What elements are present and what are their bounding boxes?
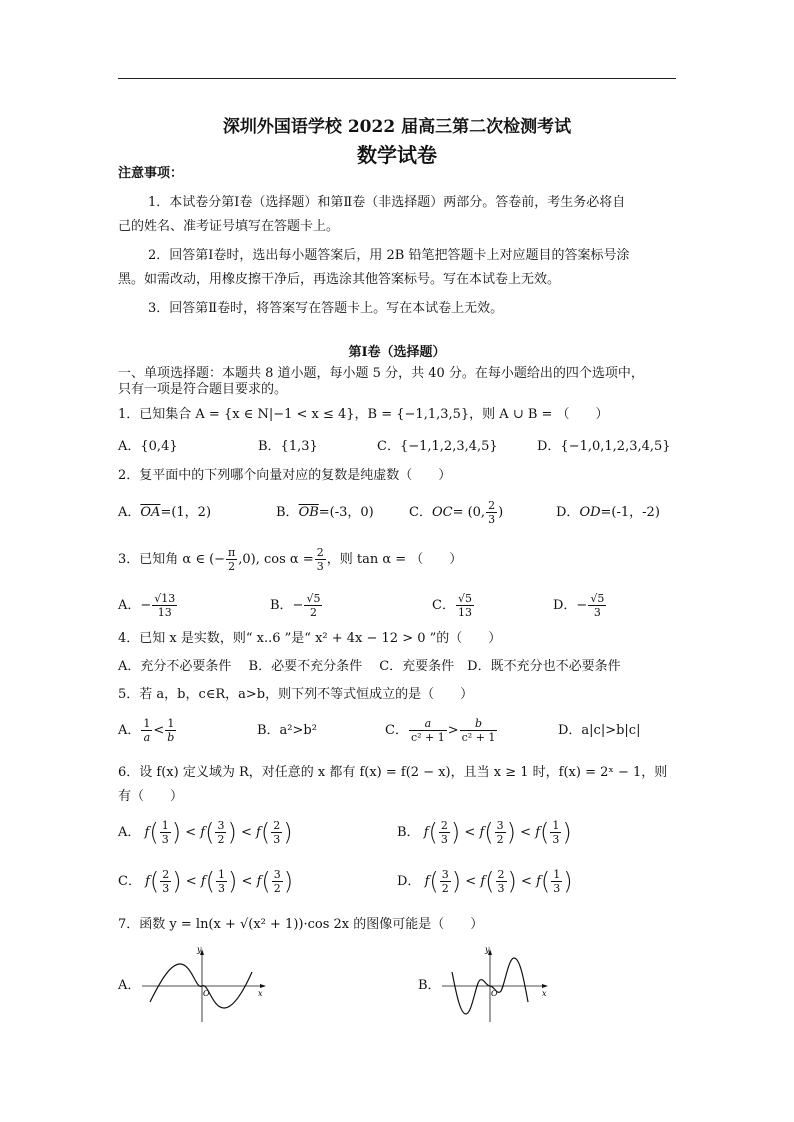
- q2-d-label: D．: [556, 505, 580, 520]
- q5-c-frac1: [409, 717, 447, 744]
- q1-stem: 1．已知集合 A = {x ∈ N|−1 < x ≤ 4}，B = {−1,1,3,5}，则 A ∪ B = （ ）: [118, 407, 609, 422]
- q6-c-frac1: [160, 868, 171, 895]
- q3-two: 2: [228, 560, 236, 573]
- q7-stem: 7．函数 y = ln(x + √(x² + 1))·cos 2x 的图像可能是（ ）: [118, 917, 484, 932]
- q5-c-d1: c² + 1: [410, 731, 445, 744]
- q3-c-den: 13: [457, 606, 472, 619]
- q5-option-b: B．a²>b²: [257, 723, 317, 738]
- q2-c-fraction: [486, 499, 497, 526]
- q6-c-d2: 3: [218, 882, 226, 895]
- q6-a-d1: 3: [161, 833, 169, 846]
- q3-option-b: [270, 590, 323, 622]
- q2-c-value-a: = (0,: [452, 505, 486, 520]
- q6-c-frac2: [216, 868, 227, 895]
- q3-c-num: √5: [457, 592, 472, 605]
- q6-d-lt1: <: [465, 874, 477, 889]
- q5-a-label: A．: [118, 723, 141, 738]
- q1-option-a: A．{0,4}: [118, 439, 178, 454]
- q2-a-value: =(1，2): [160, 505, 212, 520]
- q6-d-lt2: <: [521, 874, 532, 889]
- q7-option-b-label: B．: [418, 978, 441, 993]
- q7-b-x-arrow: [542, 984, 548, 988]
- q6-d-label: D．: [397, 874, 421, 889]
- q6-b-d1: 3: [440, 833, 448, 846]
- q7-b-y-label: y: [485, 945, 490, 954]
- q3-d-fraction: [588, 592, 606, 619]
- q2-b-label: B．: [276, 505, 299, 520]
- note-3: 3．回答第Ⅱ卷时，将答案写在答题卡上。写在本试卷上无效。: [148, 301, 504, 316]
- note-2-line-a: 2．回答第Ⅰ卷时，选出每小题答案后，用 2B 铅笔把答题卡上对应题目的答案标号涂: [148, 248, 630, 263]
- q6-a-f2: f: [200, 825, 206, 840]
- q7-b-origin: O: [491, 989, 498, 998]
- q6-a-lt1: <: [185, 825, 197, 840]
- q4-stem: 4．已知 x 是实数，则“ x..6 ”是“ x² + 4x − 12 > 0 ”的（ ）: [118, 631, 502, 646]
- q6-d-f2: f: [480, 874, 486, 889]
- q5-a-lt: <: [153, 723, 165, 738]
- q6-d-f3: f: [536, 874, 541, 889]
- q6-b-lt2: <: [520, 825, 532, 840]
- q3-pi: π: [228, 546, 236, 559]
- q6-b-d3: 3: [552, 833, 560, 846]
- q5-c-frac2: [460, 717, 498, 744]
- q6-stem-b: 有（ ）: [118, 789, 184, 804]
- q5-option-a: [118, 715, 177, 747]
- q5-a-d2: b: [167, 731, 175, 744]
- q5-a-d1: a: [143, 731, 151, 744]
- q3-two-b: 2: [316, 546, 324, 559]
- q6-d-d2: 3: [497, 882, 505, 895]
- q6-option-c: C． f( $\frac{2}{3}$ ) < f( $\frac{1}{3}$ ) < f( $\frac{3}{2}$ ): [118, 867, 294, 896]
- q6-c-f2: f: [200, 874, 206, 889]
- q2-c-value-b: ): [498, 505, 504, 520]
- q3-b-fraction: [304, 592, 322, 619]
- q6-c-label: C．: [118, 874, 141, 889]
- q6-a-f3: f: [256, 825, 261, 840]
- q6-b-frac3: [550, 819, 561, 846]
- q6-c-d1: 3: [162, 882, 170, 895]
- q3-b-num: √5: [306, 592, 321, 605]
- q2-c-vector: OC: [431, 505, 453, 520]
- q6-d-d1: 2: [441, 882, 449, 895]
- q5-a-n1: 1: [143, 717, 151, 730]
- q5-c-d2: c² + 1: [461, 731, 496, 744]
- q5-c-gt: >: [447, 723, 459, 738]
- q6-b-n2: 3: [496, 819, 504, 832]
- q6-stem-a: 6．设 f(x) 定义域为 R，对任意的 x 都有 f(x) = f(2 − x)，且当 x ≥ 1 时，f(x) = 2ˣ − 1，则: [118, 765, 668, 780]
- q3-option-d: [553, 590, 607, 622]
- q6-c-f3: f: [256, 874, 262, 889]
- q6-a-n2: 3: [217, 819, 225, 832]
- q3-b-label: B．−: [270, 598, 304, 613]
- q6-c-lt2: <: [241, 874, 253, 889]
- q2-option-a: [118, 505, 211, 521]
- q6-a-n1: 1: [161, 819, 169, 832]
- q6-d-frac2: [496, 868, 507, 895]
- q2-a-vector: $\overline{OA}$: [140, 505, 161, 520]
- q2-option-b: [276, 505, 374, 521]
- q6-a-frac1: [160, 819, 171, 846]
- section-intro-a: 一、单项选择题：本题共 8 道小题，每小题 5 分，共 40 分。在每小题给出的四个选项中，: [118, 366, 644, 381]
- q7-a-x-label: x: [258, 989, 263, 998]
- q3-cos-fraction: [315, 546, 326, 573]
- q5-c-label: C．: [385, 723, 408, 738]
- q6-d-frac1: [440, 868, 451, 895]
- exam-title: 深圳外国语学校 2022 届高三第二次检测考试: [222, 117, 572, 137]
- q7-a-x-arrow: [260, 984, 266, 988]
- q6-c-f1: f: [145, 874, 150, 889]
- q6-b-label: B．: [397, 825, 420, 840]
- q6-d-d3: 3: [553, 882, 561, 895]
- q5-c-n2: b: [460, 717, 498, 731]
- q3-a-num: √13: [154, 592, 176, 605]
- q6-a-f1: f: [144, 825, 150, 840]
- q5-a-frac1: [141, 717, 152, 744]
- q3-stem-b: ,0), cos α =: [238, 552, 314, 567]
- q2-option-d: [556, 505, 660, 521]
- q1-option-b: B．{1,3}: [258, 439, 318, 454]
- q6-d-n3: 1: [553, 868, 561, 881]
- q3-d-label: D．−: [553, 598, 588, 613]
- exam-subject: 数学试卷: [357, 143, 437, 167]
- note-1-line-a: 1．本试卷分第Ⅰ卷（选择题）和第Ⅱ卷（非选择题）两部分。答卷前，考生务必将自: [148, 195, 626, 210]
- q5-a-n2: 1: [165, 717, 176, 731]
- q6-b-n3: 1: [552, 819, 560, 832]
- q5-c-n1: a: [409, 717, 447, 731]
- q3-option-a: [118, 590, 178, 622]
- q6-b-n1: 2: [440, 819, 448, 832]
- q7-a-origin: O: [203, 989, 210, 998]
- q6-d-n1: 3: [441, 868, 449, 881]
- q7-graph-a: [140, 942, 270, 1024]
- q6-a-n3: 2: [273, 819, 281, 832]
- q3-pi-fraction: [226, 546, 237, 573]
- q2-d-value: =(-1，-2): [600, 505, 660, 520]
- note-1-line-b: 己的姓名、准考证号填写在答题卡上。: [118, 219, 340, 234]
- q5-option-d: D．a|c|>b|c|: [558, 723, 641, 738]
- q6-option-b: B． f( $\frac{2}{3}$ ) < f( $\frac{3}{2}$ ) < f( $\frac{1}{3}$ ): [397, 818, 572, 847]
- q6-c-frac3: [272, 868, 283, 895]
- q2-b-vector: $\overline{OB}$: [298, 505, 319, 520]
- q7-graph-b: [440, 942, 560, 1024]
- q5-stem: 5．若 a，b，c∈R，a>b，则下列不等式恒成立的是（ ）: [118, 687, 474, 702]
- q2-c-num: 2: [488, 499, 496, 512]
- q3-c-fraction: [456, 592, 474, 619]
- q6-b-frac2: [495, 819, 506, 846]
- q6-d-n2: 2: [497, 868, 505, 881]
- q6-b-frac1: [439, 819, 450, 846]
- q6-a-frac2: [215, 819, 226, 846]
- q6-c-n3: 3: [273, 868, 281, 881]
- q7-a-y-label: y: [197, 945, 202, 954]
- q6-a-d3: 3: [273, 833, 281, 846]
- q6-a-lt2: <: [240, 825, 252, 840]
- q3-stem-c: ，则 tan α = （ ）: [326, 552, 463, 567]
- q7-option-a-label: A．: [118, 978, 141, 993]
- q6-c-n1: 2: [162, 868, 170, 881]
- q3-c-label: C．: [432, 598, 455, 613]
- note-2-line-b: 黑。如需改动，用橡皮擦干净后，再选涂其他答案标号。写在本试卷上无效。: [118, 272, 561, 287]
- section-intro-b: 只有一项是符合题目要求的。: [118, 382, 288, 397]
- q6-c-n2: 1: [218, 868, 226, 881]
- q6-b-f3: f: [535, 825, 541, 840]
- q6-option-d: D． f( $\frac{3}{2}$ ) < f( $\frac{2}{3}$ ) < f( $\frac{1}{3}$ ): [397, 867, 573, 896]
- q2-c-den: 3: [488, 513, 496, 526]
- q2-b-value: =(-3，0): [318, 505, 374, 520]
- notes-heading: 注意事项：: [118, 166, 184, 181]
- q6-b-f1: f: [423, 825, 429, 840]
- q3-option-c: [432, 590, 475, 622]
- q3-three: 3: [316, 560, 324, 573]
- q6-c-lt1: <: [185, 874, 197, 889]
- q6-a-frac3: [271, 819, 282, 846]
- q5-option-c: [385, 715, 498, 747]
- q3-stem: [118, 544, 462, 576]
- q3-b-den: 2: [309, 606, 317, 619]
- q6-d-f1: f: [424, 874, 430, 889]
- q6-b-d2: 2: [496, 833, 504, 846]
- q2-stem: 2．复平面中的下列哪个向量对应的复数是纯虚数（ ）: [118, 468, 452, 483]
- q5-a-frac2: [165, 717, 176, 744]
- q1-option-d: D．{−1,0,1,2,3,4,5}: [537, 439, 671, 454]
- q3-d-den: 3: [593, 606, 601, 619]
- q6-a-d2: 2: [217, 833, 225, 846]
- q3-a-label: A．−: [118, 598, 152, 613]
- q3-a-den: 13: [157, 606, 172, 619]
- q2-option-c: [409, 496, 503, 530]
- q3-stem-a: 3．已知角 α ∈ (−: [118, 552, 226, 567]
- header-rule: [118, 78, 676, 79]
- q1-option-c: C．{−1,1,2,3,4,5}: [377, 439, 498, 454]
- q6-option-a: A． f( $\frac{1}{3}$ ) < f( $\frac{3}{2}$ ) < f( $\frac{2}{3}$ ): [118, 818, 293, 847]
- q6-d-frac3: [551, 868, 562, 895]
- q2-d-vector: OD: [579, 505, 601, 520]
- section-title: 第Ⅰ卷（选择题）: [348, 345, 446, 360]
- q2-c-label: C．: [409, 505, 432, 520]
- q6-c-d3: 2: [273, 882, 281, 895]
- q4-options: A．充分不必要条件 B．必要不充分条件 C．充要条件 D．既不充分也不必要条件: [118, 659, 621, 674]
- q3-d-num: √5: [590, 592, 605, 605]
- q3-a-fraction: [152, 592, 177, 619]
- q6-b-f2: f: [479, 825, 485, 840]
- q7-b-x-label: x: [542, 989, 547, 998]
- q6-b-lt1: <: [464, 825, 476, 840]
- q2-a-label: A．: [118, 505, 141, 520]
- q6-a-label: A．: [118, 825, 141, 840]
